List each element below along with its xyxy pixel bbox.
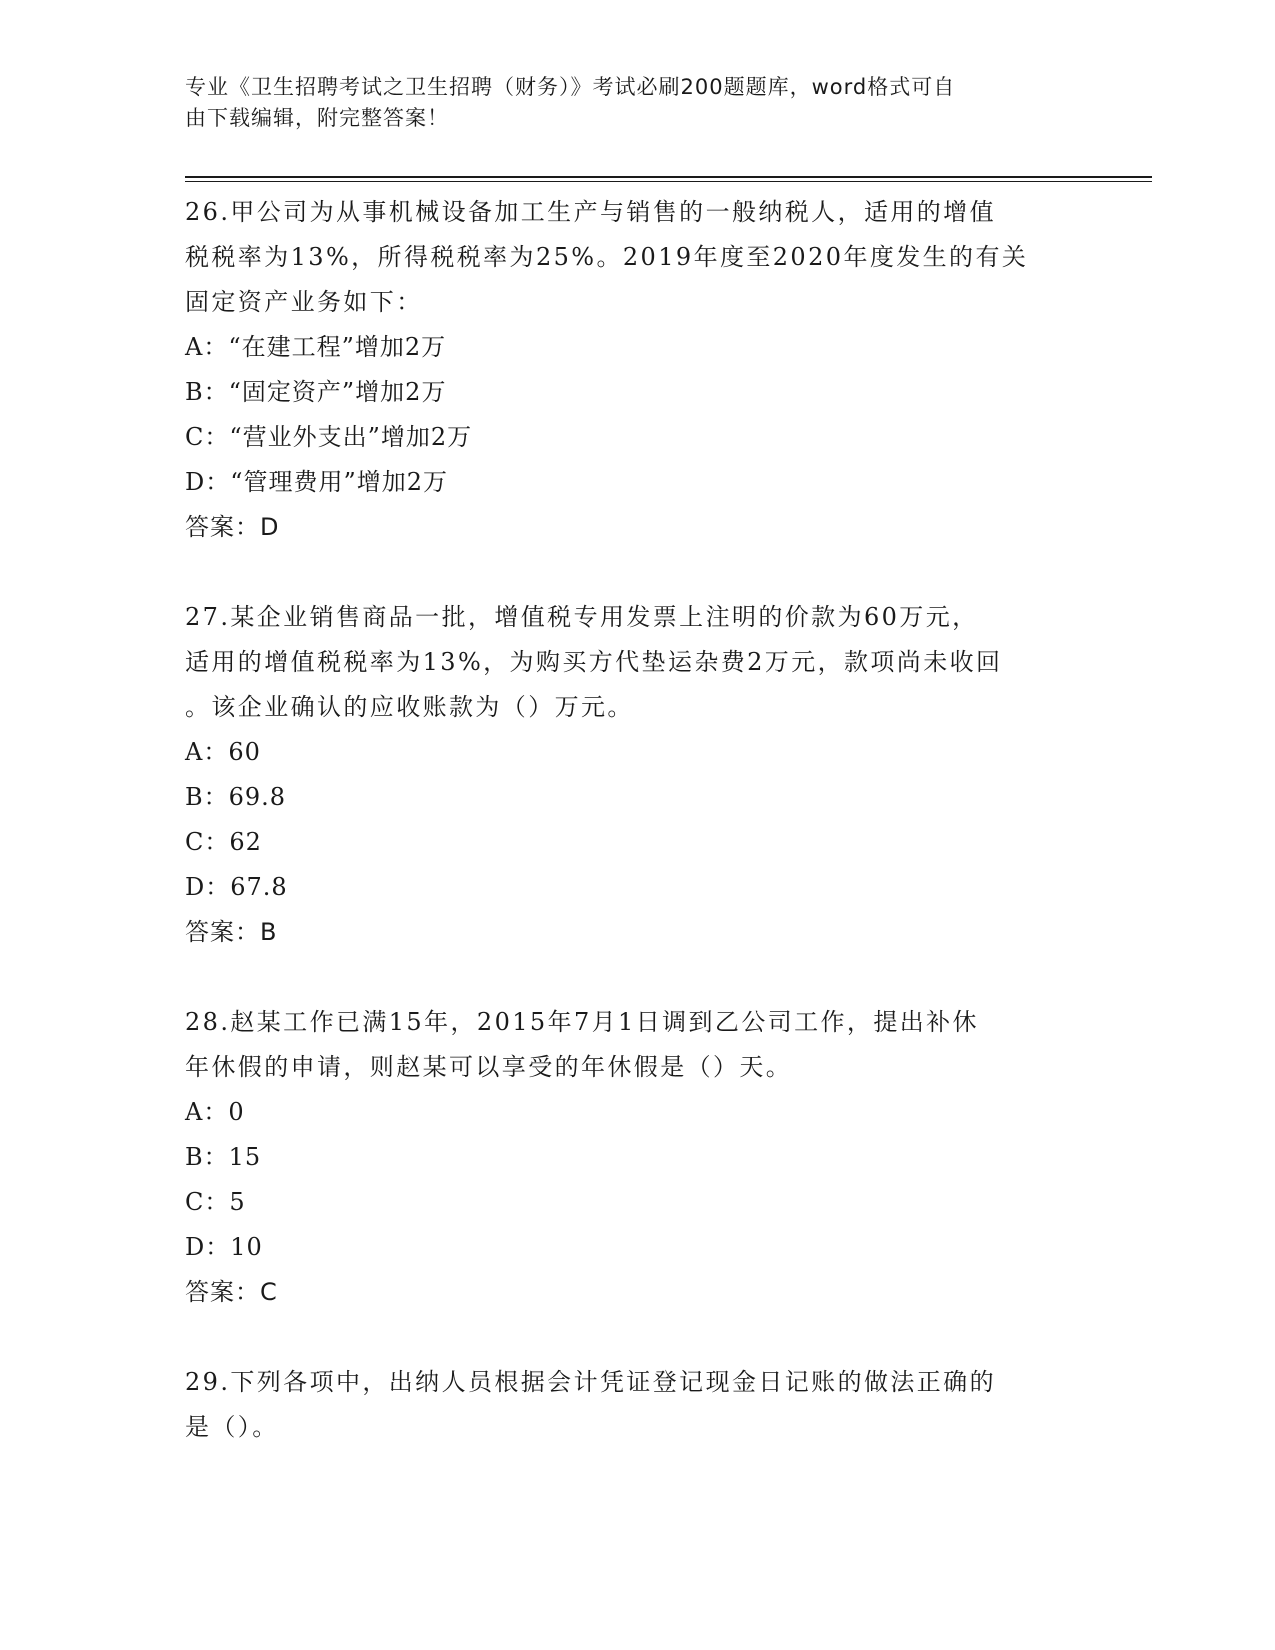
question-stem-line: 26.甲公司为从事机械设备加工生产与销售的一般纳税人，适用的增值 (185, 198, 996, 226)
question-26 (185, 190, 1085, 550)
document-header (185, 72, 1065, 134)
question-stem-line: 。该企业确认的应收账款为（）万元。 (185, 693, 634, 721)
option-c: C：62 (185, 828, 262, 856)
option-b: B：“固定资产”增加2万 (185, 378, 447, 406)
question-stem-line: 税税率为13%，所得税税率为25%。2019年度至2020年度发生的有关 (185, 243, 1029, 271)
option-b: B：69.8 (185, 783, 287, 811)
answer-line: 答案：B (185, 918, 278, 946)
question-stem-line: 固定资产业务如下： (185, 288, 423, 316)
header-rule-thick (185, 176, 1152, 178)
option-c: C：5 (185, 1188, 246, 1216)
option-d: D：10 (185, 1233, 263, 1261)
option-a: A：“在建工程”增加2万 (185, 333, 447, 361)
option-d: D：67.8 (185, 873, 288, 901)
option-d: D：“管理费用”增加2万 (185, 468, 449, 496)
question-stem-line: 29.下列各项中，出纳人员根据会计凭证登记现金日记账的做法正确的 (185, 1368, 996, 1396)
question-list (185, 190, 1085, 1450)
question-27 (185, 595, 1085, 955)
question-stem-line: 适用的增值税税率为13%，为购买方代垫运杂费2万元，款项尚未收回 (185, 648, 1003, 676)
question-stem-line: 是（）。 (185, 1413, 279, 1441)
header-line-1: 专业《卫生招聘考试之卫生招聘（财务）》考试必刷200题题库，word格式可自 (185, 75, 956, 99)
option-a: A：60 (185, 738, 261, 766)
answer-line: 答案：D (185, 513, 280, 541)
question-29 (185, 1360, 1085, 1450)
option-b: B：15 (185, 1143, 262, 1171)
option-a: A：0 (185, 1098, 245, 1126)
question-28 (185, 1000, 1085, 1315)
question-stem-line: 27.某企业销售商品一批，增值税专用发票上注明的价款为60万元， (185, 603, 979, 631)
question-stem-line: 28.赵某工作已满15年，2015年7月1日调到乙公司工作，提出补休 (185, 1008, 979, 1036)
question-stem-line: 年休假的申请，则赵某可以享受的年休假是（）天。 (185, 1053, 793, 1081)
header-line-2: 由下载编辑，附完整答案！ (185, 106, 449, 130)
option-c: C：“营业外支出”增加2万 (185, 423, 473, 451)
answer-line: 答案：C (185, 1278, 278, 1306)
header-rule-thin (185, 181, 1152, 182)
